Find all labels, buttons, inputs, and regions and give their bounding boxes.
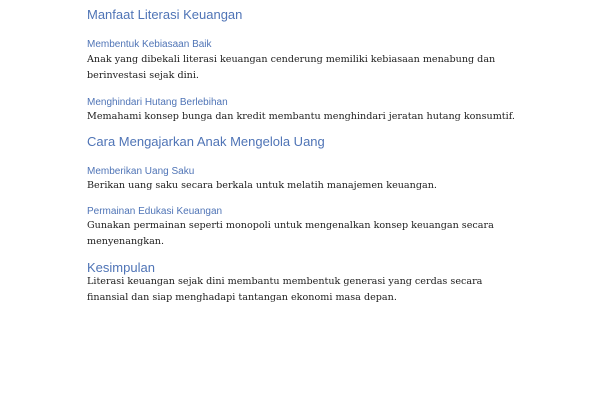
subheading-pocket-money: Memberikan Uang Saku <box>87 166 195 177</box>
subheading-good-habits: Membentuk Kebiasaan Baik <box>87 39 212 50</box>
subheading-avoid-debt: Menghindari Hutang Berlebihan <box>87 97 228 108</box>
paragraph-education-games: Gunakan permainan seperti monopoli untuk mengenalkan konsep keuangan secara menyenangkan. <box>87 220 494 247</box>
paragraph-pocket-money: Berikan uang saku secara berkala untuk melatih manajemen keuangan. <box>87 180 437 191</box>
subheading-education-games: Permainan Edukasi Keuangan <box>87 206 223 217</box>
section-heading-benefits: Manfaat Literasi Keuangan <box>87 7 243 22</box>
section-heading-conclusion: Kesimpulan <box>87 260 155 275</box>
paragraph-conclusion: Literasi keuangan sejak dini membantu membentuk generasi yang cerdas secara finansial dan siap menghadapi tantangan ekonomi masa depan. <box>87 276 483 303</box>
paragraph-good-habits: Anak yang dibekali literasi keuangan cenderung memiliki kebiasaan menabung dan berinvestasi sejak dini. <box>87 54 496 81</box>
section-heading-how-to-teach: Cara Mengajarkan Anak Mengelola Uang <box>87 134 325 149</box>
paragraph-avoid-debt: Memahami konsep bunga dan kredit membantu menghindari jeratan hutang konsumtif. <box>87 111 515 122</box>
